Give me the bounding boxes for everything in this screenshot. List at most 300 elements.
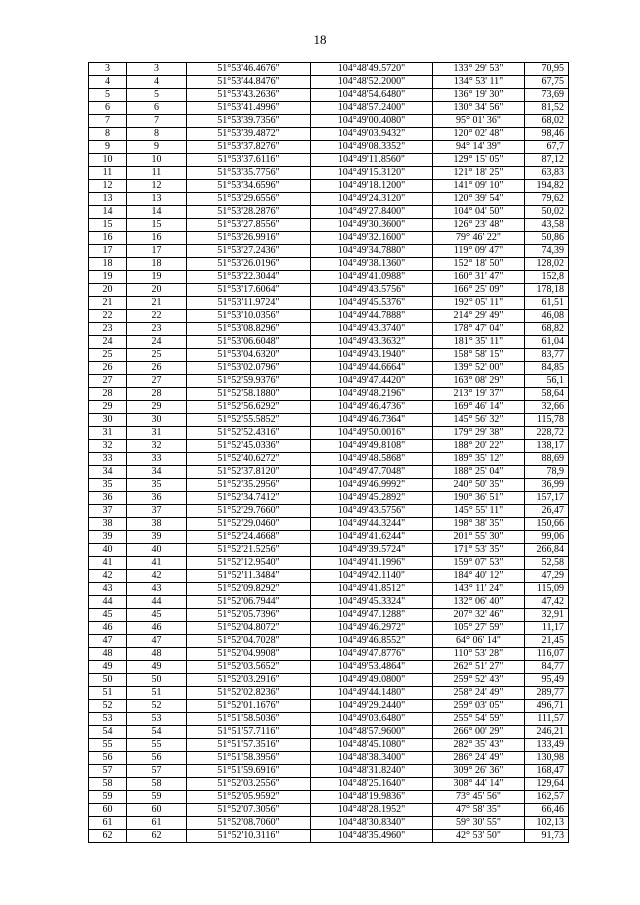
latitude-cell: 51°52'06.7944" [187,596,311,609]
point-from-cell: 38 [89,518,127,531]
point-to-cell: 60 [127,804,187,817]
table-row [89,752,569,765]
table-row [89,674,569,687]
table-row [89,102,569,115]
longitude-cell: 104°49'44.3244" [311,518,433,531]
point-from-cell: 42 [89,570,127,583]
longitude-cell: 104°49'43.3740" [311,323,433,336]
bearing-cell: 134° 53' 11" [433,76,525,89]
point-to-cell: 47 [127,635,187,648]
table-row [89,284,569,297]
point-to-cell: 7 [127,115,187,128]
bearing-cell: 282° 35' 43" [433,739,525,752]
table-row [89,336,569,349]
point-to-cell: 58 [127,778,187,791]
point-from-cell: 35 [89,479,127,492]
longitude-cell: 104°48'19.9836" [311,791,433,804]
table-row [89,765,569,778]
longitude-cell: 104°49'47.4420" [311,375,433,388]
longitude-cell: 104°48'57.2400" [311,102,433,115]
bearing-cell: 192° 05' 11" [433,297,525,310]
bearing-cell: 119° 09' 47" [433,245,525,258]
latitude-cell: 51°52'29.0460" [187,518,311,531]
bearing-cell: 190° 36' 51" [433,492,525,505]
point-from-cell: 18 [89,258,127,271]
point-to-cell: 53 [127,713,187,726]
bearing-cell: 308° 44' 14" [433,778,525,791]
point-to-cell: 23 [127,323,187,336]
longitude-cell: 104°49'46.8552" [311,635,433,648]
distance-cell: 21,45 [525,635,569,648]
bearing-cell: 105° 27' 59" [433,622,525,635]
point-from-cell: 49 [89,661,127,674]
bearing-cell: 120° 39' 54" [433,193,525,206]
bearing-cell: 184° 40' 12" [433,570,525,583]
bearing-cell: 133° 29' 53" [433,63,525,76]
table-row [89,258,569,271]
latitude-cell: 51°53'27.8556" [187,219,311,232]
longitude-cell: 104°49'43.5756" [311,284,433,297]
table-row [89,349,569,362]
point-to-cell: 20 [127,284,187,297]
latitude-cell: 51°53'04.6320" [187,349,311,362]
table-row [89,570,569,583]
point-from-cell: 8 [89,128,127,141]
distance-cell: 47,29 [525,570,569,583]
point-from-cell: 41 [89,557,127,570]
latitude-cell: 51°53'34.6596" [187,180,311,193]
point-from-cell: 24 [89,336,127,349]
table-row [89,115,569,128]
point-to-cell: 31 [127,427,187,440]
bearing-cell: 152° 18' 50" [433,258,525,271]
bearing-cell: 259° 03' 05" [433,700,525,713]
point-to-cell: 5 [127,89,187,102]
point-to-cell: 50 [127,674,187,687]
point-to-cell: 11 [127,167,187,180]
longitude-cell: 104°48'35.4960" [311,830,433,843]
table-row [89,466,569,479]
table-row [89,388,569,401]
bearing-cell: 141° 09' 10" [433,180,525,193]
point-to-cell: 30 [127,414,187,427]
bearing-cell: 189° 35' 12" [433,453,525,466]
point-from-cell: 13 [89,193,127,206]
bearing-cell: 262° 51' 27" [433,661,525,674]
latitude-cell: 51°53'26.9916" [187,232,311,245]
longitude-cell: 104°48'52.2000" [311,76,433,89]
point-to-cell: 46 [127,622,187,635]
bearing-cell: 286° 24' 49" [433,752,525,765]
latitude-cell: 51°52'09.8292" [187,583,311,596]
longitude-cell: 104°48'25.1640" [311,778,433,791]
table-row [89,817,569,830]
longitude-cell: 104°49'47.7048" [311,466,433,479]
table-row [89,609,569,622]
bearing-cell: 259° 52' 43" [433,674,525,687]
point-from-cell: 44 [89,596,127,609]
point-from-cell: 59 [89,791,127,804]
table-row [89,700,569,713]
point-from-cell: 17 [89,245,127,258]
distance-cell: 68,02 [525,115,569,128]
point-to-cell: 28 [127,388,187,401]
longitude-cell: 104°49'45.3324" [311,596,433,609]
table-row [89,804,569,817]
latitude-cell: 51°53'39.4872" [187,128,311,141]
latitude-cell: 51°51'59.6916" [187,765,311,778]
bearing-cell: 266° 00' 29" [433,726,525,739]
point-to-cell: 14 [127,206,187,219]
table-row [89,531,569,544]
latitude-cell: 51°52'03.2556" [187,778,311,791]
table-row [89,830,569,843]
table-row [89,63,569,76]
distance-cell: 289,77 [525,687,569,700]
table-row [89,167,569,180]
bearing-cell: 145° 56' 32" [433,414,525,427]
point-to-cell: 35 [127,479,187,492]
latitude-cell: 51°53'41.4996" [187,102,311,115]
bearing-cell: 213° 19' 37" [433,388,525,401]
table-row [89,206,569,219]
point-from-cell: 9 [89,141,127,154]
latitude-cell: 51°52'02.8236" [187,687,311,700]
longitude-cell: 104°49'34.7880" [311,245,433,258]
point-to-cell: 51 [127,687,187,700]
bearing-cell: 136° 19' 30" [433,89,525,102]
point-from-cell: 48 [89,648,127,661]
longitude-cell: 104°49'44.7888" [311,310,433,323]
point-to-cell: 34 [127,466,187,479]
table-row [89,596,569,609]
point-to-cell: 27 [127,375,187,388]
point-from-cell: 25 [89,349,127,362]
longitude-cell: 104°49'44.6664" [311,362,433,375]
longitude-cell: 104°49'48.5868" [311,453,433,466]
longitude-cell: 104°49'29.2440" [311,700,433,713]
point-to-cell: 37 [127,505,187,518]
longitude-cell: 104°48'31.8240" [311,765,433,778]
point-to-cell: 25 [127,349,187,362]
table-row [89,648,569,661]
bearing-cell: 201° 55' 30" [433,531,525,544]
distance-cell: 43,58 [525,219,569,232]
bearing-cell: 129° 15' 05" [433,154,525,167]
point-from-cell: 7 [89,115,127,128]
point-to-cell: 61 [127,817,187,830]
longitude-cell: 104°49'49.8108" [311,440,433,453]
table-row [89,414,569,427]
latitude-cell: 51°52'29.7660" [187,505,311,518]
latitude-cell: 51°52'03.2916" [187,674,311,687]
point-to-cell: 41 [127,557,187,570]
point-to-cell: 24 [127,336,187,349]
distance-cell: 152,8 [525,271,569,284]
distance-cell: 116,07 [525,648,569,661]
bearing-cell: 169° 46' 14" [433,401,525,414]
longitude-cell: 104°49'43.3632" [311,336,433,349]
table-row [89,518,569,531]
latitude-cell: 51°52'01.1676" [187,700,311,713]
bearing-cell: 188° 20' 22" [433,440,525,453]
point-to-cell: 62 [127,830,187,843]
distance-cell: 79,62 [525,193,569,206]
longitude-cell: 104°49'44.1480" [311,687,433,700]
longitude-cell: 104°49'46.2972" [311,622,433,635]
table-row [89,622,569,635]
point-to-cell: 36 [127,492,187,505]
latitude-cell: 51°53'35.7756" [187,167,311,180]
table-row [89,297,569,310]
point-from-cell: 3 [89,63,127,76]
distance-cell: 157,17 [525,492,569,505]
point-from-cell: 4 [89,76,127,89]
point-from-cell: 21 [89,297,127,310]
longitude-cell: 104°49'08.3352" [311,141,433,154]
point-from-cell: 50 [89,674,127,687]
distance-cell: 63,83 [525,167,569,180]
latitude-cell: 51°52'56.6292" [187,401,311,414]
distance-cell: 61,51 [525,297,569,310]
distance-cell: 128,02 [525,258,569,271]
latitude-cell: 51°52'05.9592" [187,791,311,804]
latitude-cell: 51°53'28.2876" [187,206,311,219]
bearing-cell: 120° 02' 48" [433,128,525,141]
bearing-cell: 139° 52' 00" [433,362,525,375]
point-to-cell: 43 [127,583,187,596]
bearing-cell: 110° 53' 28" [433,648,525,661]
point-from-cell: 32 [89,440,127,453]
table-row [89,193,569,206]
latitude-cell: 51°52'04.7028" [187,635,311,648]
distance-cell: 88,69 [525,453,569,466]
longitude-cell: 104°48'28.1952" [311,804,433,817]
longitude-cell: 104°49'48.2196" [311,388,433,401]
distance-cell: 98,46 [525,128,569,141]
latitude-cell: 51°52'45.0336" [187,440,311,453]
point-to-cell: 13 [127,193,187,206]
distance-cell: 130,98 [525,752,569,765]
point-from-cell: 34 [89,466,127,479]
point-to-cell: 17 [127,245,187,258]
latitude-cell: 51°53'06.6048" [187,336,311,349]
distance-cell: 115,09 [525,583,569,596]
latitude-cell: 51°52'21.5256" [187,544,311,557]
longitude-cell: 104°48'49.5720" [311,63,433,76]
longitude-cell: 104°48'30.8340" [311,817,433,830]
table-row [89,791,569,804]
longitude-cell: 104°49'41.8512" [311,583,433,596]
point-from-cell: 23 [89,323,127,336]
point-to-cell: 55 [127,739,187,752]
latitude-cell: 51°51'58.5036" [187,713,311,726]
point-from-cell: 29 [89,401,127,414]
latitude-cell: 51°52'34.7412" [187,492,311,505]
point-from-cell: 12 [89,180,127,193]
distance-cell: 87,12 [525,154,569,167]
distance-cell: 178,18 [525,284,569,297]
longitude-cell: 104°49'15.3120" [311,167,433,180]
table-row [89,375,569,388]
point-from-cell: 36 [89,492,127,505]
table-body [89,63,569,843]
table-row [89,89,569,102]
longitude-cell: 104°49'49.0800" [311,674,433,687]
table-row [89,479,569,492]
longitude-cell: 104°49'43.5756" [311,505,433,518]
point-from-cell: 45 [89,609,127,622]
latitude-cell: 51°52'59.9376" [187,375,311,388]
coordinates-table [88,62,569,843]
distance-cell: 58,64 [525,388,569,401]
latitude-cell: 51°52'55.5852" [187,414,311,427]
table-row [89,401,569,414]
distance-cell: 78,9 [525,466,569,479]
latitude-cell: 51°51'57.7116" [187,726,311,739]
latitude-cell: 51°52'10.3116" [187,830,311,843]
longitude-cell: 104°49'41.6244" [311,531,433,544]
longitude-cell: 104°49'32.1600" [311,232,433,245]
longitude-cell: 104°49'39.5724" [311,544,433,557]
point-to-cell: 3 [127,63,187,76]
point-from-cell: 22 [89,310,127,323]
table-row [89,583,569,596]
latitude-cell: 51°52'37.8120" [187,466,311,479]
latitude-cell: 51°53'08.8296" [187,323,311,336]
distance-cell: 102,13 [525,817,569,830]
bearing-cell: 160° 31' 47" [433,271,525,284]
latitude-cell: 51°52'03.5652" [187,661,311,674]
bearing-cell: 258° 24' 49" [433,687,525,700]
table-row [89,739,569,752]
point-to-cell: 44 [127,596,187,609]
table-row [89,687,569,700]
distance-cell: 66,46 [525,804,569,817]
bearing-cell: 163° 08' 29" [433,375,525,388]
distance-cell: 95,49 [525,674,569,687]
bearing-cell: 158° 58' 15" [433,349,525,362]
table-row [89,232,569,245]
bearing-cell: 104° 04' 50" [433,206,525,219]
point-from-cell: 5 [89,89,127,102]
bearing-cell: 95° 01' 36" [433,115,525,128]
distance-cell: 194,82 [525,180,569,193]
table-row [89,713,569,726]
point-to-cell: 54 [127,726,187,739]
distance-cell: 83,77 [525,349,569,362]
point-to-cell: 33 [127,453,187,466]
point-from-cell: 55 [89,739,127,752]
distance-cell: 56,1 [525,375,569,388]
distance-cell: 11,17 [525,622,569,635]
longitude-cell: 104°49'46.9992" [311,479,433,492]
point-to-cell: 49 [127,661,187,674]
table-row [89,427,569,440]
table-row [89,219,569,232]
point-from-cell: 20 [89,284,127,297]
point-from-cell: 10 [89,154,127,167]
point-from-cell: 51 [89,687,127,700]
distance-cell: 61,04 [525,336,569,349]
distance-cell: 74,39 [525,245,569,258]
latitude-cell: 51°52'07.3056" [187,804,311,817]
bearing-cell: 159° 07' 53" [433,557,525,570]
longitude-cell: 104°49'45.2892" [311,492,433,505]
bearing-cell: 166° 25' 09" [433,284,525,297]
longitude-cell: 104°49'50.0016" [311,427,433,440]
latitude-cell: 51°52'24.4668" [187,531,311,544]
table-row [89,492,569,505]
longitude-cell: 104°49'41.0988" [311,271,433,284]
distance-cell: 32,91 [525,609,569,622]
longitude-cell: 104°49'41.1996" [311,557,433,570]
bearing-cell: 179° 29' 38" [433,427,525,440]
longitude-cell: 104°49'46.7364" [311,414,433,427]
bearing-cell: 188° 25' 04" [433,466,525,479]
distance-cell: 99,06 [525,531,569,544]
point-from-cell: 11 [89,167,127,180]
point-to-cell: 48 [127,648,187,661]
point-to-cell: 12 [127,180,187,193]
point-from-cell: 43 [89,583,127,596]
longitude-cell: 104°49'00.4080" [311,115,433,128]
point-to-cell: 59 [127,791,187,804]
point-to-cell: 40 [127,544,187,557]
distance-cell: 111,57 [525,713,569,726]
latitude-cell: 51°52'58.1880" [187,388,311,401]
point-to-cell: 9 [127,141,187,154]
point-from-cell: 53 [89,713,127,726]
point-to-cell: 6 [127,102,187,115]
point-to-cell: 38 [127,518,187,531]
latitude-cell: 51°52'05.7396" [187,609,311,622]
point-to-cell: 52 [127,700,187,713]
latitude-cell: 51°53'29.6556" [187,193,311,206]
distance-cell: 84,77 [525,661,569,674]
bearing-cell: 47° 58' 35" [433,804,525,817]
point-to-cell: 15 [127,219,187,232]
latitude-cell: 51°53'39.7356" [187,115,311,128]
table-row [89,310,569,323]
point-to-cell: 42 [127,570,187,583]
distance-cell: 36,99 [525,479,569,492]
table-row [89,778,569,791]
point-from-cell: 33 [89,453,127,466]
point-from-cell: 46 [89,622,127,635]
longitude-cell: 104°49'47.8776" [311,648,433,661]
point-from-cell: 19 [89,271,127,284]
distance-cell: 496,71 [525,700,569,713]
point-to-cell: 56 [127,752,187,765]
point-from-cell: 6 [89,102,127,115]
distance-cell: 168,47 [525,765,569,778]
table-row [89,544,569,557]
bearing-cell: 94° 14' 39" [433,141,525,154]
bearing-cell: 171° 53' 35" [433,544,525,557]
distance-cell: 138,17 [525,440,569,453]
latitude-cell: 51°53'43.2636" [187,89,311,102]
distance-cell: 50,86 [525,232,569,245]
latitude-cell: 51°53'44.8476" [187,76,311,89]
latitude-cell: 51°52'35.2956" [187,479,311,492]
latitude-cell: 51°52'11.3484" [187,570,311,583]
table-row [89,180,569,193]
point-from-cell: 47 [89,635,127,648]
bearing-cell: 132° 06' 40" [433,596,525,609]
point-from-cell: 60 [89,804,127,817]
table-row [89,245,569,258]
